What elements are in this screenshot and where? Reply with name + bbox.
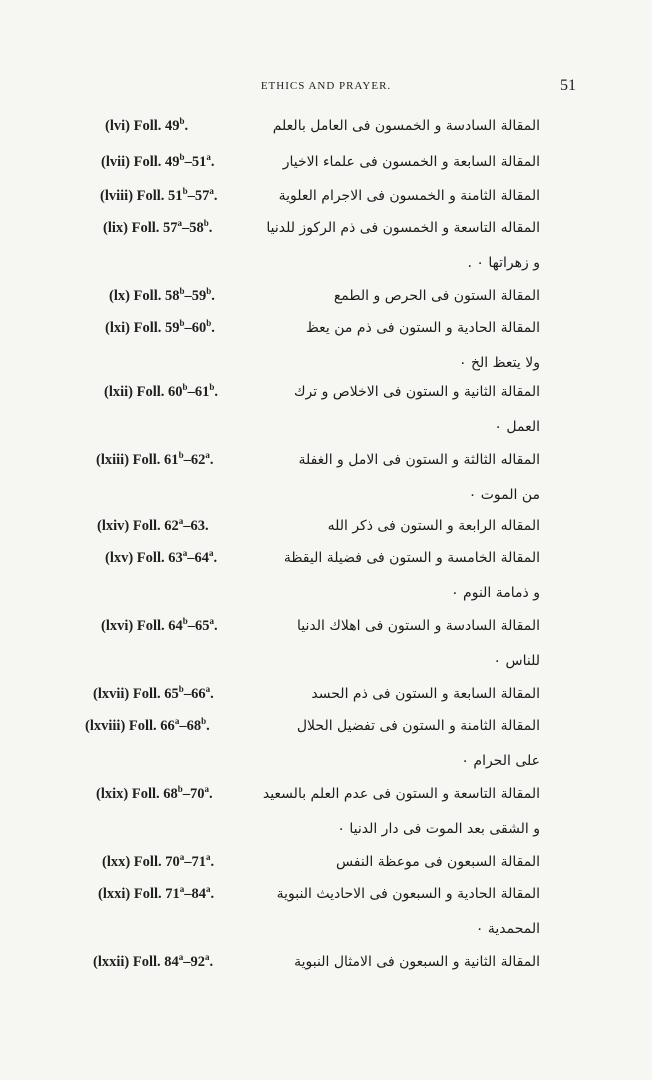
folio-reference: (lxvii) Foll. 65$^b$–66$^a$. xyxy=(93,684,214,702)
contents-entry xyxy=(0,148,652,182)
contents-entry xyxy=(0,378,652,435)
arabic-title: المقالة التاسعة و الستون فى عدم العلم بالسعيد xyxy=(262,786,540,802)
contents-entry xyxy=(0,880,652,937)
arabic-title: المقاله التاسعة و الخمسون فى ذم الركوز للدنيا xyxy=(266,220,540,236)
arabic-title-continuation: للناس ۰ xyxy=(493,653,540,669)
arabic-title: المقالة الخامسة و الستون فى فضيلة اليقظة xyxy=(283,550,540,566)
arabic-title: المقالة الحادية و السبعون فى الاحاديث النبوية xyxy=(276,886,540,902)
folio-reference: (lxiii) Foll. 61$^b$–62$^a$. xyxy=(96,450,214,468)
arabic-title-continuation: المحمدية ۰ xyxy=(475,921,540,937)
folio-reference: (lxvi) Foll. 64$^b$–65$^a$. xyxy=(101,616,218,634)
arabic-title-continuation: من الموت ۰ xyxy=(468,487,540,503)
running-head: ETHICS AND PRAYER. xyxy=(260,80,392,92)
folio-reference: (lvi) Foll. 49$^b$. xyxy=(105,116,189,134)
contents-entry xyxy=(0,712,652,769)
folio-reference: (lxxii) Foll. 84$^a$–92$^a$. xyxy=(93,952,214,970)
contents-entry xyxy=(0,848,652,882)
contents-entry xyxy=(0,214,652,271)
contents-entry xyxy=(0,282,652,316)
folio-reference: (lxiv) Foll. 62$^a$–63. xyxy=(97,516,209,534)
arabic-title: المقالة السادسة و الخمسون فى العامل بالعلم xyxy=(272,118,540,134)
contents-entry xyxy=(0,948,652,982)
page-number: 51 xyxy=(560,77,576,94)
arabic-title: المقالة السادسة و الستون فى اهلاك الدنيا xyxy=(296,618,540,634)
folio-reference: (lix) Foll. 57$^a$–58$^b$. xyxy=(103,218,213,236)
folio-reference: (lviii) Foll. 51$^b$–57$^a$. xyxy=(100,186,218,204)
arabic-title: المقالة السبعون فى موعظة النفس xyxy=(335,854,540,870)
arabic-title: المقاله الثالثة و الستون فى الامل و الغفلة xyxy=(298,452,540,468)
arabic-title: المقالة السابعة و الخمسون فى علماء الاخيار xyxy=(282,154,540,170)
arabic-title-continuation: ولا يتعظ الخ ۰ xyxy=(459,355,540,371)
arabic-title: المقالة الثانية و الستون فى الاخلاص و ترك xyxy=(293,384,540,400)
contents-entry xyxy=(0,512,652,546)
contents-entry xyxy=(0,314,652,371)
contents-entry xyxy=(0,544,652,601)
folio-reference: (lx) Foll. 58$^b$–59$^b$. xyxy=(109,286,215,304)
folio-reference: (lxxi) Foll. 71$^a$–84$^a$. xyxy=(98,884,215,902)
folio-reference: (lvii) Foll. 49$^b$–51$^a$. xyxy=(101,152,215,170)
arabic-title: المقالة الحادية و الستون فى ذم من يعظ xyxy=(305,320,540,336)
contents-entry xyxy=(0,780,652,837)
folio-reference: (lxi) Foll. 59$^b$–60$^b$. xyxy=(105,318,215,336)
folio-reference: (lxii) Foll. 60$^b$–61$^b$. xyxy=(104,382,218,400)
arabic-title-continuation: على الحرام ۰ xyxy=(461,753,540,769)
arabic-title: المقالة السابعة و الستون فى ذم الحسد xyxy=(311,686,540,702)
arabic-title: المقاله الرابعة و الستون فى ذكر الله xyxy=(327,518,540,534)
arabic-title-continuation: و الشقى بعد الموت فى دار الدنيا ۰ xyxy=(337,821,540,837)
folio-reference: (lxviii) Foll. 66$^a$–68$^b$. xyxy=(85,716,210,734)
contents-entry xyxy=(0,182,652,216)
folio-reference: (lxix) Foll. 68$^b$–70$^a$. xyxy=(96,784,213,802)
folio-reference: (lxx) Foll. 70$^a$–71$^a$. xyxy=(102,852,215,870)
contents-entry xyxy=(0,112,652,146)
contents-entry xyxy=(0,680,652,714)
arabic-title-continuation: و زهراتها ۰ . xyxy=(467,255,540,271)
arabic-title: المقالة الستون فى الحرص و الطمع xyxy=(333,288,540,304)
arabic-title: المقالة الثامنة و الستون فى تفضيل الحلال xyxy=(296,718,540,734)
arabic-title: المقالة الثانية و السبعون فى الامثال النبوية xyxy=(294,954,540,970)
arabic-title-continuation: العمل ۰ xyxy=(494,419,540,435)
arabic-title-continuation: و ذمامة النوم ۰ xyxy=(451,585,540,601)
folio-reference: (lxv) Foll. 63$^a$–64$^a$. xyxy=(105,548,218,566)
contents-entry xyxy=(0,612,652,669)
contents-entry xyxy=(0,446,652,503)
arabic-title: المقالة الثامنة و الخمسون فى الاجرام العلوية xyxy=(278,188,540,204)
